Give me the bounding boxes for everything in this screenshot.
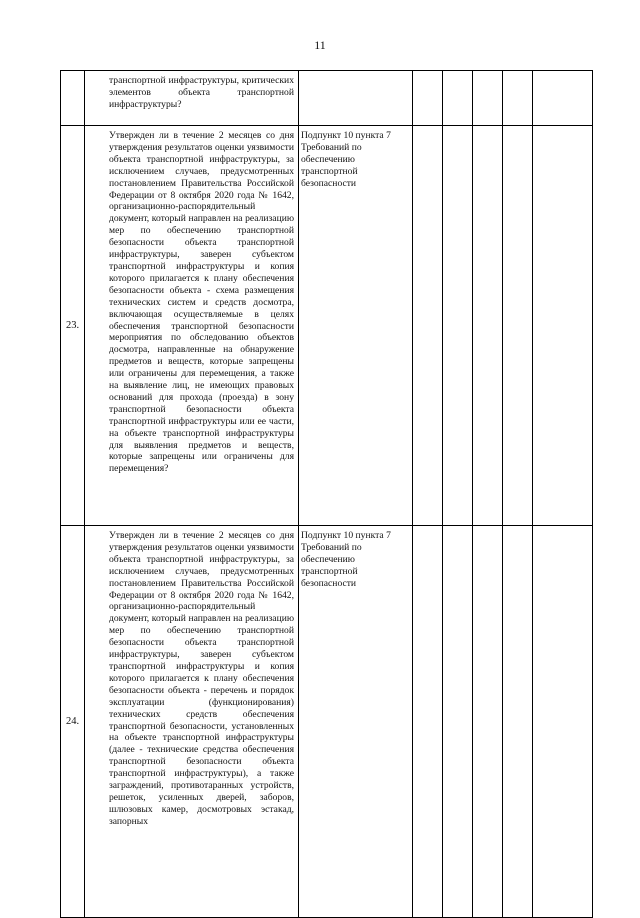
note-cell (533, 126, 593, 526)
checklist-table (60, 70, 593, 918)
answer-na-cell (473, 126, 503, 526)
basis-cell: Подпункт 10 пункта 7 Требований по обеспечению транспортной безопасности (299, 526, 413, 918)
row-number: 23. (61, 126, 85, 526)
answer-yes-cell (413, 526, 443, 918)
table-row (61, 126, 593, 526)
answer-no-cell (443, 126, 473, 526)
answer-na-cell (473, 71, 503, 126)
question-cell (85, 126, 299, 526)
answer-extra-cell (503, 71, 533, 126)
row-number (61, 71, 85, 126)
table-row (61, 71, 593, 126)
answer-extra-cell (503, 126, 533, 526)
answer-extra-cell (503, 526, 533, 918)
question-text: Утвержден ли в течение 2 месяцев со дня утверждения результатов оценки уязвимости объекта транспортной инфраструктуры, за исключением случаев, предусмотренных постановлением Правительства Российской Федерации от 8 октября 2020 года № 1642, организационно-распорядительный документ, который направлен на реализацию мер по обеспечению транспортной безопасности объекта транспортной инфраструктуры, заверен субъектом транспортной инфраструктуры и копия которого прилагается к плану обеспечения безопасности объекта - перечень и порядок эксплуатации (функционирования) технических средств обеспечения транспортной безопасности, установленных на объекте транспортной инфраструктуры (далее - технические средства обеспечения транспортной безопасности объекта транспортной инфраструктуры), а также заграждений, противотаранных устройств, решеток, усиленных дверей, заборов, шлюзовых камер, досмотровых эстакад, запорных (109, 530, 294, 827)
answer-na-cell (473, 526, 503, 918)
question-cell (85, 526, 299, 918)
row-number: 24. (61, 526, 85, 918)
table-row (61, 526, 593, 918)
question-text: транспортной инфраструктуры, критических элементов объекта транспортной инфраструктуры? (109, 75, 294, 110)
answer-no-cell (443, 526, 473, 918)
answer-yes-cell (413, 126, 443, 526)
basis-cell (299, 71, 413, 126)
answer-yes-cell (413, 71, 443, 126)
question-cell (85, 71, 299, 126)
note-cell (533, 526, 593, 918)
note-cell (533, 71, 593, 126)
answer-no-cell (443, 71, 473, 126)
page-number: 11 (314, 38, 326, 52)
question-text: Утвержден ли в течение 2 месяцев со дня утверждения результатов оценки уязвимости объекта транспортной инфраструктуры, за исключением случаев, предусмотренных постановлением Правительства Российской Федерации от 8 октября 2020 года № 1642, организационно-распорядительный документ, который направлен на реализацию мер по обеспечению транспортной безопасности объекта транспортной инфраструктуры, заверен субъектом транспортной инфраструктуры и копия которого прилагается к плану обеспечения безопасности объекта - схема размещения технических систем и средств досмотра, включающая осуществляемые в целях обеспечения транспортной безопасности мероприятия по обследованию объектов досмотра, направленные на обнаружение предметов и веществ, которые запрещены или ограничены для перемещения, а также на выявление лиц, не имеющих правовых оснований для прохода (проезда) в зону транспортной безопасности объекта транспортной инфраструктуры или ее части, на объекте транспортной инфраструктуры для выявления предметов и веществ, которые запрещены или ограничены для перемещения? (109, 130, 294, 475)
basis-cell: Подпункт 10 пункта 7 Требований по обеспечению транспортной безопасности (299, 126, 413, 526)
